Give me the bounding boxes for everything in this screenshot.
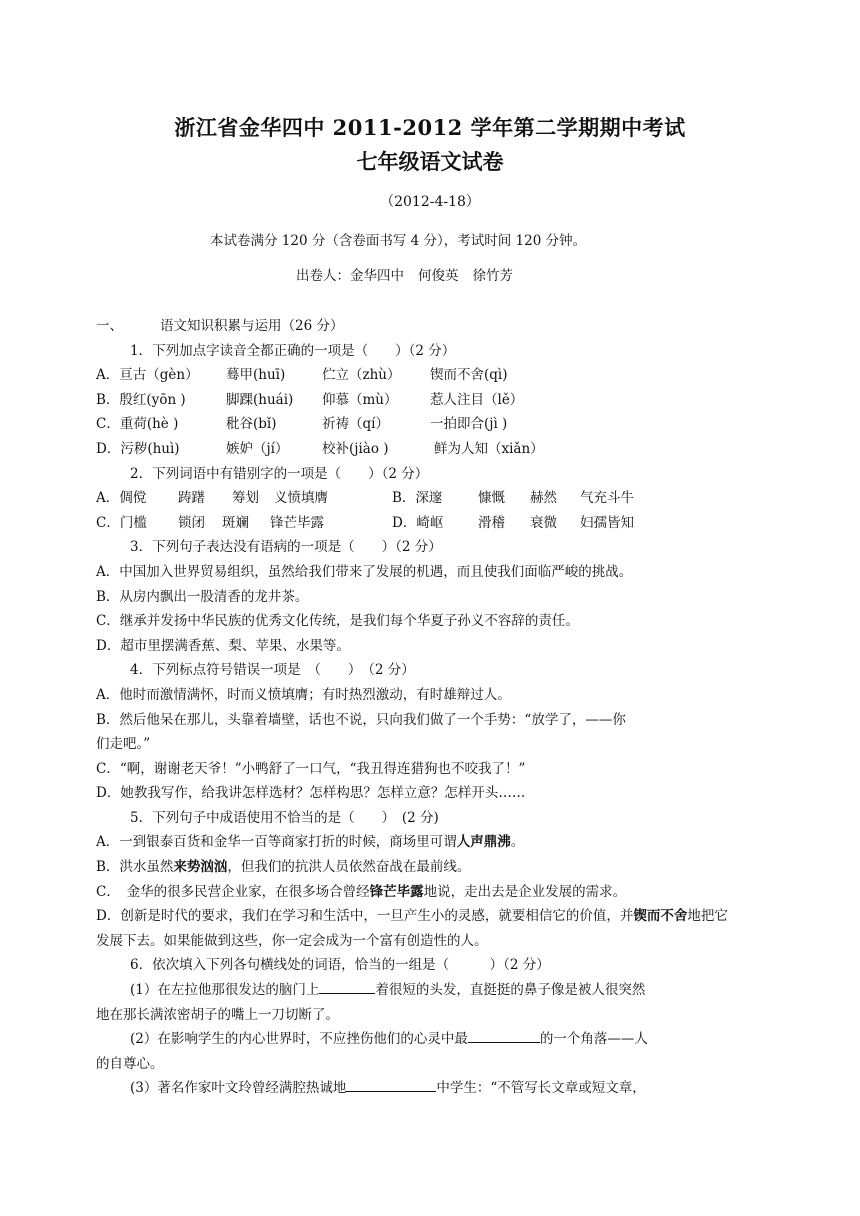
q6-sentence-1-cont: 地在那长满浓密胡子的嘴上一刀切断了。 (96, 1006, 339, 1023)
q6-sentence-2: (2）在影响学生的内心世界时，不应挫伤他们的心灵中最 的一个角落——人 (96, 1027, 736, 1052)
q5-stem: 5．下列句子中成语使用不恰当的是（ ） (2 分) (130, 809, 439, 826)
section-heading (96, 314, 736, 339)
idiom-highlight: 锲而不舍 (633, 908, 688, 925)
q6-sentence-1: (1）在左拉他那很发达的脑门上 着很短的头发，直挺挺的鼻子像是被人很突然 (96, 978, 736, 1003)
exam-subtitle: 七年级语文试卷 (356, 149, 504, 174)
q1-option-b: B．殷红(yōn ) 脚踝(huái) 仰慕（mù） 惹人注目（lě） (96, 391, 524, 408)
section-title: 语文知识积累与运用（26 分） (160, 318, 344, 334)
q2-stem: 2．下列词语中有错别字的一项是（ ）（2 分） (130, 465, 429, 482)
q5-option-c: C． 金华的很多民营企业家，在很多场合曾经锋芒毕露地说，走出去是企业发展的需求。 (96, 883, 627, 900)
q4-option-a: A．他时而激情满怀，时而义愤填膺；有时热烈激动，有时雄辩过人。 (96, 686, 511, 703)
q3-option-b: B．从房内飘出一股清香的龙井茶。 (96, 588, 309, 605)
answer-blank[interactable] (346, 1077, 436, 1092)
exam-note: 本试卷满分 120 分（含卷面书写 4 分），考试时间 120 分钟。 (210, 233, 587, 249)
q4-option-b-cont: 们走吧。” (96, 736, 151, 753)
author-name-2: 徐竹芳 (472, 268, 513, 284)
answer-blank[interactable] (468, 1028, 540, 1043)
idiom-highlight: 锋芒毕露 (369, 883, 424, 900)
q5-option-b: B．洪水虽然来势汹汹，但我们的抗洪人员依然奋战在最前线。 (96, 859, 471, 876)
q3-option-d: D．超市里摆满香蕉、梨、苹果、水果等。 (96, 637, 350, 654)
q3-option-a: A．中国加入世界贸易组织，虽然给我们带来了发展的机遇，而且使我们面临严峻的挑战。 (96, 563, 633, 580)
idiom-highlight: 来势汹汹 (173, 859, 228, 876)
exam-body (96, 314, 736, 1101)
answer-blank[interactable] (319, 979, 375, 994)
q6-sentence-2-cont: 的自尊心。 (96, 1055, 164, 1072)
q5-option-a: A．一到银泰百货和金华一百等商家打折的时候，商场里可谓人声鼎沸。 (96, 834, 525, 851)
q4-stem: 4．下列标点符号错误一项是 （ ） （2 分） (130, 662, 415, 679)
exam-date: （2012-4-18） (380, 194, 480, 210)
author-line (296, 264, 527, 284)
q1-option-c: C．重荷(hè ) 秕谷(bǐ) 祈祷（qí） 一拍即合(jì ) (96, 416, 508, 433)
q1-option-a: A．亘古（gèn） 蓦甲(huī) 伫立（zhù） 锲而不舍(qì) (96, 367, 508, 384)
q3-stem: 3．下列句子表达没有语病的一项是（ ）（2 分） (130, 539, 442, 556)
q6-sentence-3: (3）著名作家叶文玲曾经满腔热诚地 中学生：“不管写长文章或短文章， (96, 1076, 736, 1101)
q3-option-c: C．继承并发扬中华民族的优秀文化传统，是我们每个华夏子孙义不容辞的责任。 (96, 613, 579, 630)
q2-options-cd: C．门槛 锁闭 斑斓 锋芒毕露 D．崎岖 滑稽 衰微 妇孺皆知 (96, 514, 634, 531)
q4-option-d: D．她教我写作，给我讲怎样选材？怎样构思？怎样立意？怎样开头…… (96, 785, 526, 802)
q5-option-d: D．创新是时代的要求，我们在学习和生活中，一旦产生小的灵感，就要相信它的价值，并锲而不舍地把它发展下去。如果能做到这些，你一定会成为一个富有创造性的人。 (96, 908, 728, 949)
author-label: 出卷人：金华四中 (296, 268, 404, 284)
author-name-1: 何俊英 (418, 268, 459, 284)
q6-stem: 6．依次填入下列各句横线处的词语，恰当的一组是（ ）（2 分） (130, 957, 550, 974)
exam-title: 浙江省金华四中 2011-2012 学年第二学期期中考试 (174, 115, 686, 140)
idiom-highlight: 人声鼎沸 (456, 834, 511, 851)
q4-option-c: C．“啊，谢谢老天爷！”小鸭舒了一口气，“我丑得连猎狗也不咬我了！” (96, 760, 526, 777)
section-number: 一、 (96, 318, 123, 334)
q1-option-d: D．污秽(huì) 嫉妒（jí） 校补(jiào ) 鲜为人知（xiǎn） (96, 440, 544, 457)
q4-option-b: B．然后他呆在那儿，头靠着墙壁，话也不说，只向我们做了一个手势：“放学了，——你 (96, 711, 626, 728)
q1-stem: 1．下列加点字读音全都正确的一项是（ ）（2 分） (130, 342, 456, 359)
q2-options-ab: A．倜傥 踌躇 筹划 义愤填膺 B．深邃 慷慨 赫然 气充斗牛 (96, 490, 634, 507)
